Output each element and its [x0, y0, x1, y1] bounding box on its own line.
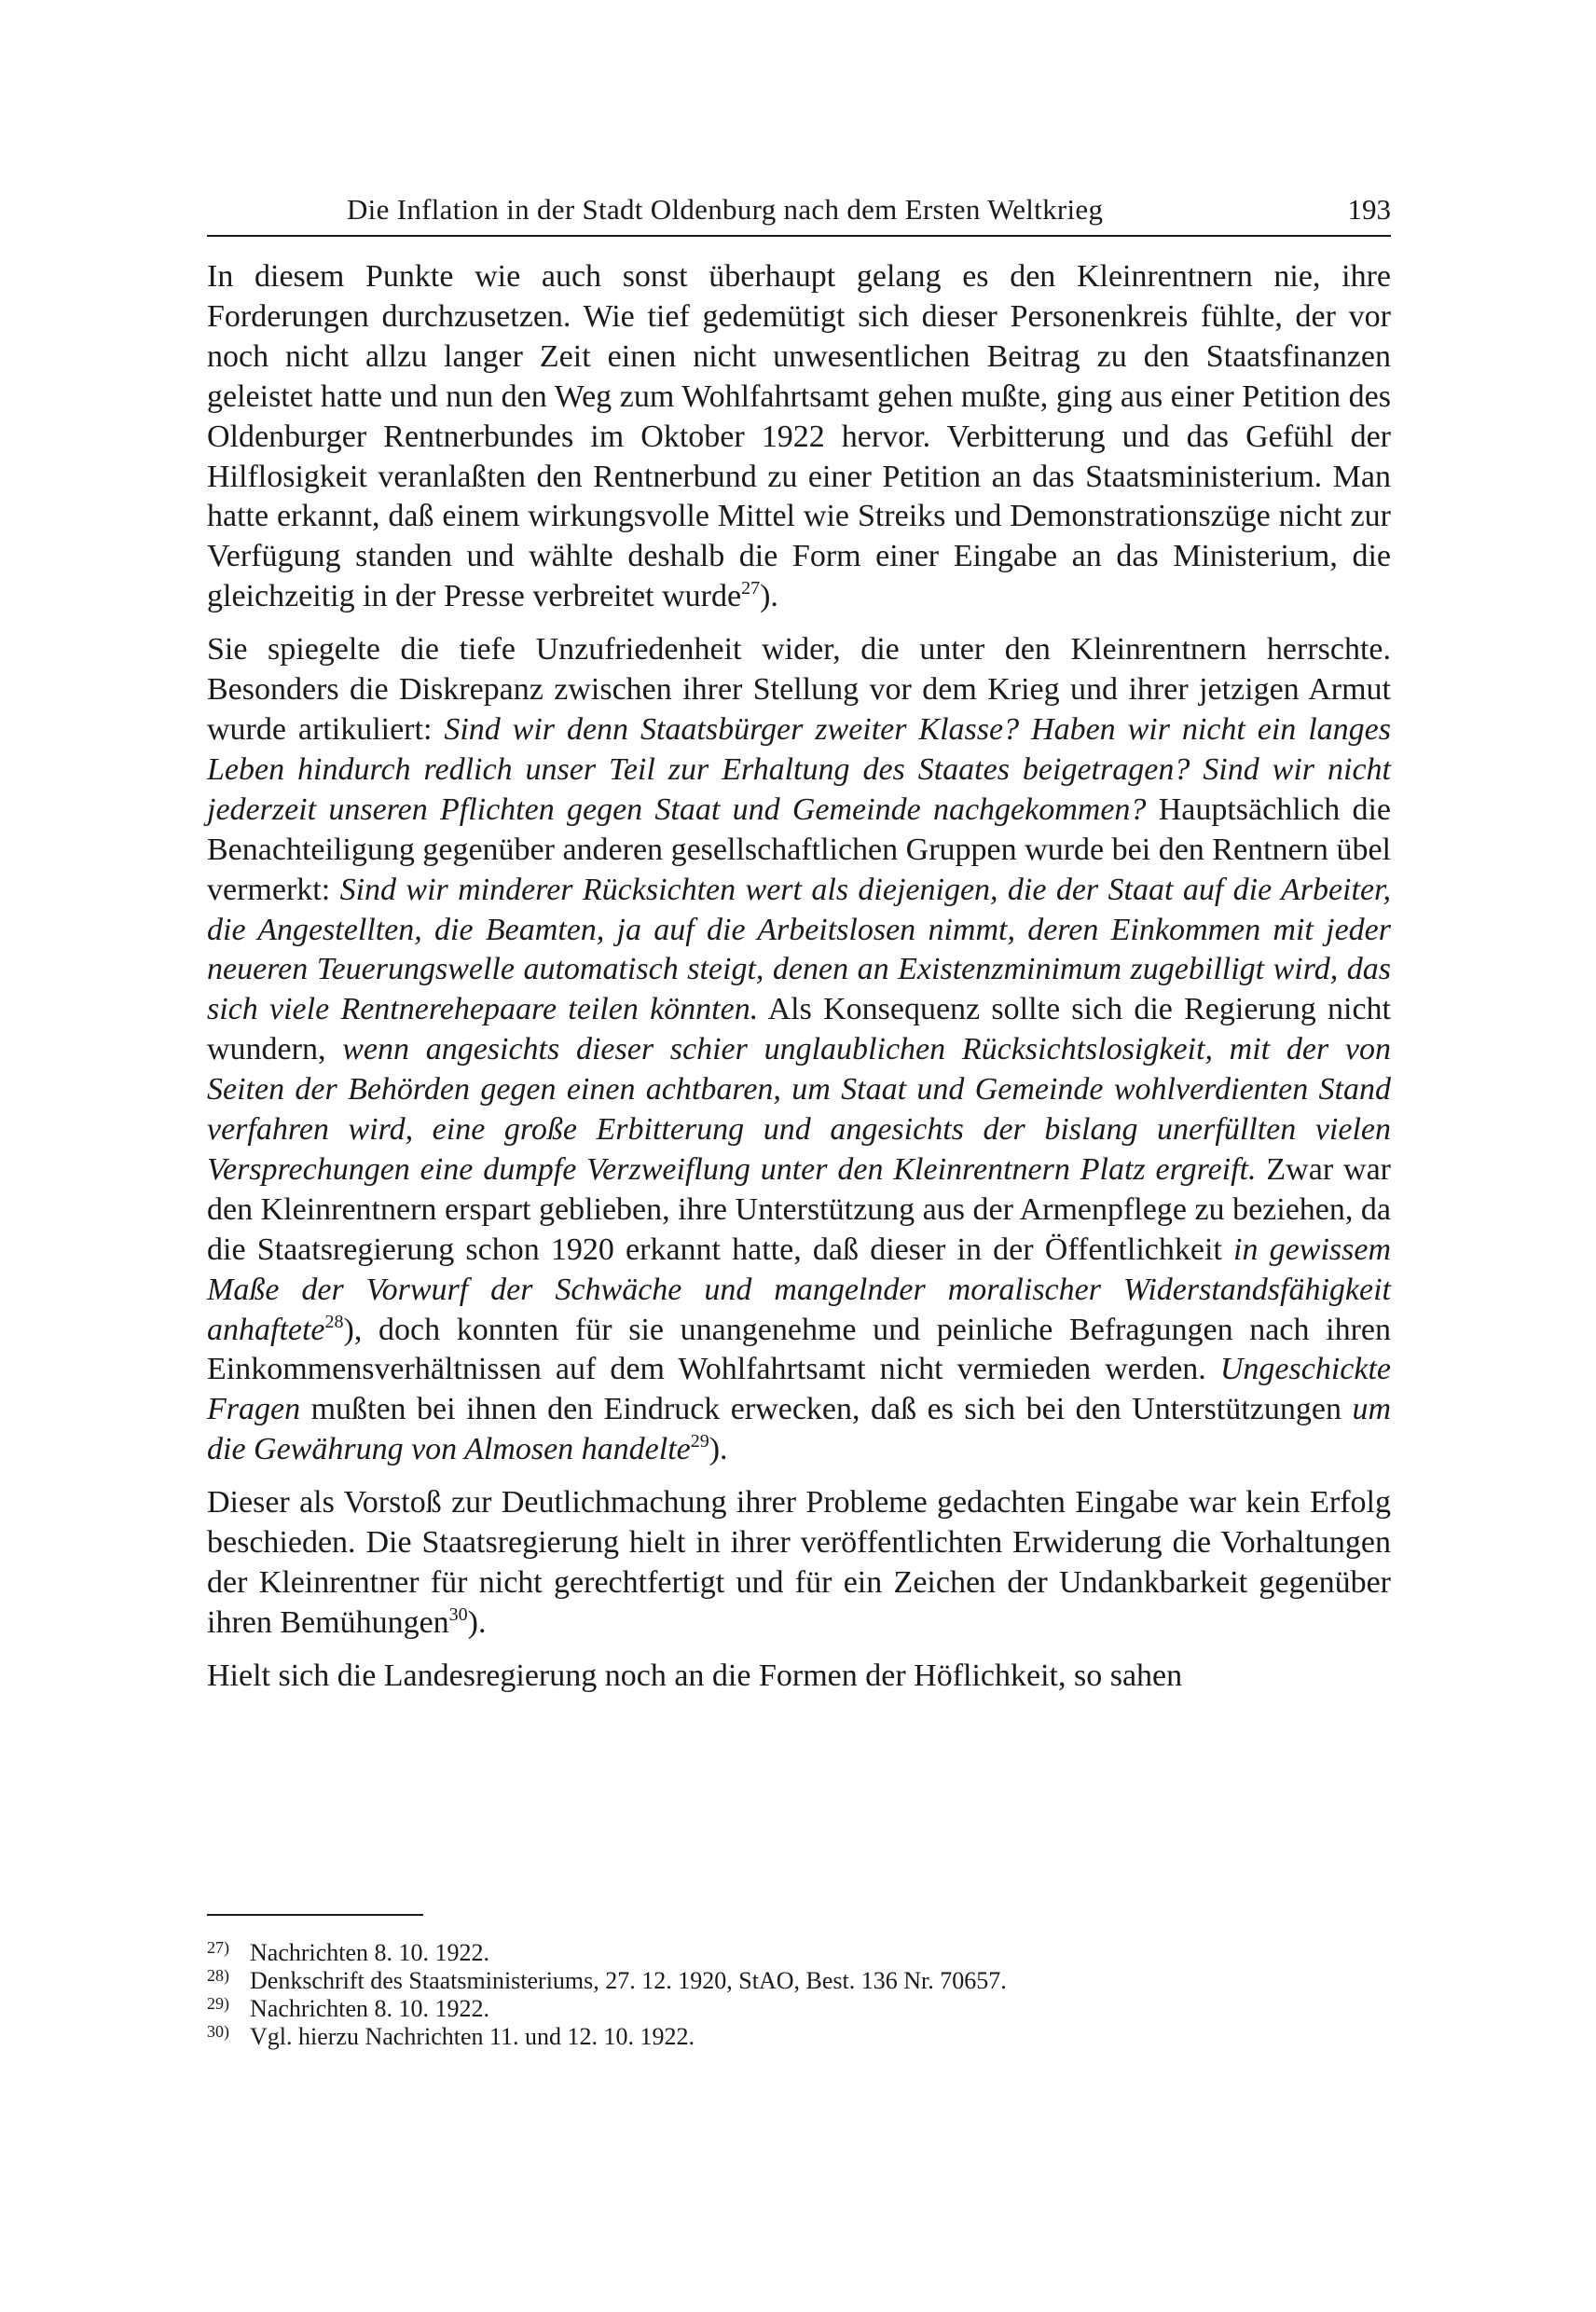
footnotes [207, 1939, 1391, 2051]
footnote-28: 28) Denkschrift des Staatsministeriums, 27. 12. 1920, StAO, Best. 136 Nr. 70657. [207, 1966, 1007, 1994]
text-run: Dieser als Vorstoß zur Deutlichmachung ihrer Probleme gedachten Eingabe war kein Erfolg beschieden. Die Staatsregierung hielt in ihrer veröffentlichten Erwiderung die Vorhaltungen der Kleinrentner für nicht gerechtfertigt und für ein Zeichen der Undankbarkeit gegenüber ihren Bemühungen [207, 1485, 1391, 1640]
footnote-reference-27[interactable]: 27 [741, 578, 761, 599]
text-run: ). [467, 1604, 487, 1640]
footnote-text: Nachrichten 8. 10. 1922. [250, 1939, 490, 1966]
body-text [207, 257, 1391, 1697]
page-number: 193 [1347, 193, 1391, 226]
quotation-italic: Sind wir minderer Rücksichten wert als diejenigen, die der Staat auf die Arbeiter, die Angestellten, die Beamten, ja auf die Arbeitslosen nimmt, deren Einkommen mit jeder neueren Teuerungswelle automatisch steigt, denen an Existenzminimum zugebilligt wird, das sich viele Rentnerehepaare teilen könnten. [207, 872, 1391, 1027]
text-run: Hielt sich die Landesregierung noch an die Formen der Höflichkeit, so sahen [207, 1658, 1183, 1693]
footnote-reference-28[interactable]: 28 [324, 1311, 344, 1332]
text-run: ). [709, 1432, 728, 1467]
text-run: Zwar war den Kleinrentnern erspart geblieben, ihre Unterstützung aus der Armenpflege zu beziehen, da die Staatsregierung schon 1920 erkannt hatte, daß dieser in der Öffentlichkeit [207, 1151, 1391, 1267]
quotation-italic: um die Gewährung von Almosen handelte [207, 1392, 1391, 1467]
quotation-italic: Ungeschickte Fragen [207, 1352, 1391, 1427]
text-run: ). [760, 579, 778, 614]
footnote-29: 29) Nachrichten 8. 10. 1922. [207, 1994, 490, 2022]
paragraph-1 [207, 257, 1391, 617]
quotation-italic: in gewissem Maße der Vorwurf der Schwäche und mangelnder moralischer Widerstandsfähigkeit anhaftete [207, 1232, 1391, 1347]
footnote-text: Vgl. hierzu Nachrichten 11. und 12. 10. 1922. [250, 2023, 695, 2050]
paragraph-4 [207, 1657, 1391, 1697]
text-run: In diesem Punkte wie auch sonst überhaupt gelang es den Kleinrentnern nie, ihre Forderungen durchzusetzen. Wie tief gedemütigt sich dieser Personenkreis fühlte, der vor noch nicht allzu langer Zeit einen nicht unwesentlichen Beitrag zu den Staatsfinanzen geleistet hatte und nun den Weg zum Wohlfahrtsamt gehen mußte, ging aus einer Petition des Oldenburger Rentnerbundes im Oktober 1922 hervor. Verbitterung und das Gefühl der Hilflosigkeit veranlaßten den Rentnerbund zu einer Petition an das Staatsministerium. Man hatte erkannt, daß einem wirkungsvolle Mittel wie Streiks und Demonstrationszüge nicht zur Verfügung standen und wählte deshalb die Form einer Eingabe an das Ministerium, die gleichzeitig in der Presse verbreitet wurde [207, 259, 1391, 614]
footnote-rule [207, 1914, 423, 1916]
text-run: mußten bei ihnen den Eindruck erwecken, daß es sich bei den Unterstützungen [300, 1392, 1353, 1427]
footnote-30: 30) Vgl. hierzu Nachrichten 11. und 12. 10. 1922. [207, 2022, 695, 2050]
paragraph-3 [207, 1483, 1391, 1644]
header-rule [207, 235, 1391, 237]
text-run: Als Konsequenz sollte sich die Regierung nicht wundern, [207, 992, 1391, 1067]
footnote-text: Denkschrift des Staatsministeriums, 27. 12. 1920, StAO, Best. 136 Nr. 70657. [250, 1967, 1007, 1994]
text-run: ), doch konnten für sie unangenehme und peinliche Befragungen nach ihren Einkommensverhältnissen auf dem Wohlfahrtsamt nicht vermieden werden. [207, 1312, 1391, 1387]
footnote-reference-29[interactable]: 29 [690, 1431, 709, 1452]
running-header [207, 191, 1391, 238]
paragraph-2 [207, 630, 1391, 1470]
text-run: Hauptsächlich die Benachteiligung gegenüber anderen gesellschaftlichen Gruppen wurde bei den Rentnern übel vermerkt: [207, 791, 1391, 907]
quotation-italic: wenn angesichts dieser schier unglaublichen Rücksichtslosigkeit, mit der von Seiten der Behörden gegen einen achtbaren, um Staat und Gemeinde wohlverdienten Stand verfahren wird, eine große Erbitterung und angesichts der bislang unerfüllten vielen Versprechungen eine dumpfe Verzweiflung unter den Kleinrentnern Platz ergreift. [207, 1032, 1391, 1187]
text-run: Sie spiegelte die tiefe Unzufriedenheit wider, die unter den Kleinrentnern herrschte. Besonders die Diskrepanz zwischen ihrer Stellung vor dem Krieg und ihrer jetzigen Armut wurde artikuliert: [207, 632, 1391, 747]
footnote-27: 27) Nachrichten 8. 10. 1922. [207, 1938, 490, 1966]
quotation-italic: Sind wir denn Staatsbürger zweiter Klasse? Haben wir nicht ein langes Leben hindurch redlich unser Teil zur Erhaltung des Staates beigetragen? Sind wir nicht jederzeit unseren Pflichten gegen Staat und Gemeinde nachgekommen? [207, 711, 1391, 827]
footnote-text: Nachrichten 8. 10. 1922. [250, 1995, 490, 2022]
running-title: Die Inflation in der Stadt Oldenburg nach dem Ersten Weltkrieg [347, 193, 1104, 226]
footnote-reference-30[interactable]: 30 [448, 1603, 468, 1625]
